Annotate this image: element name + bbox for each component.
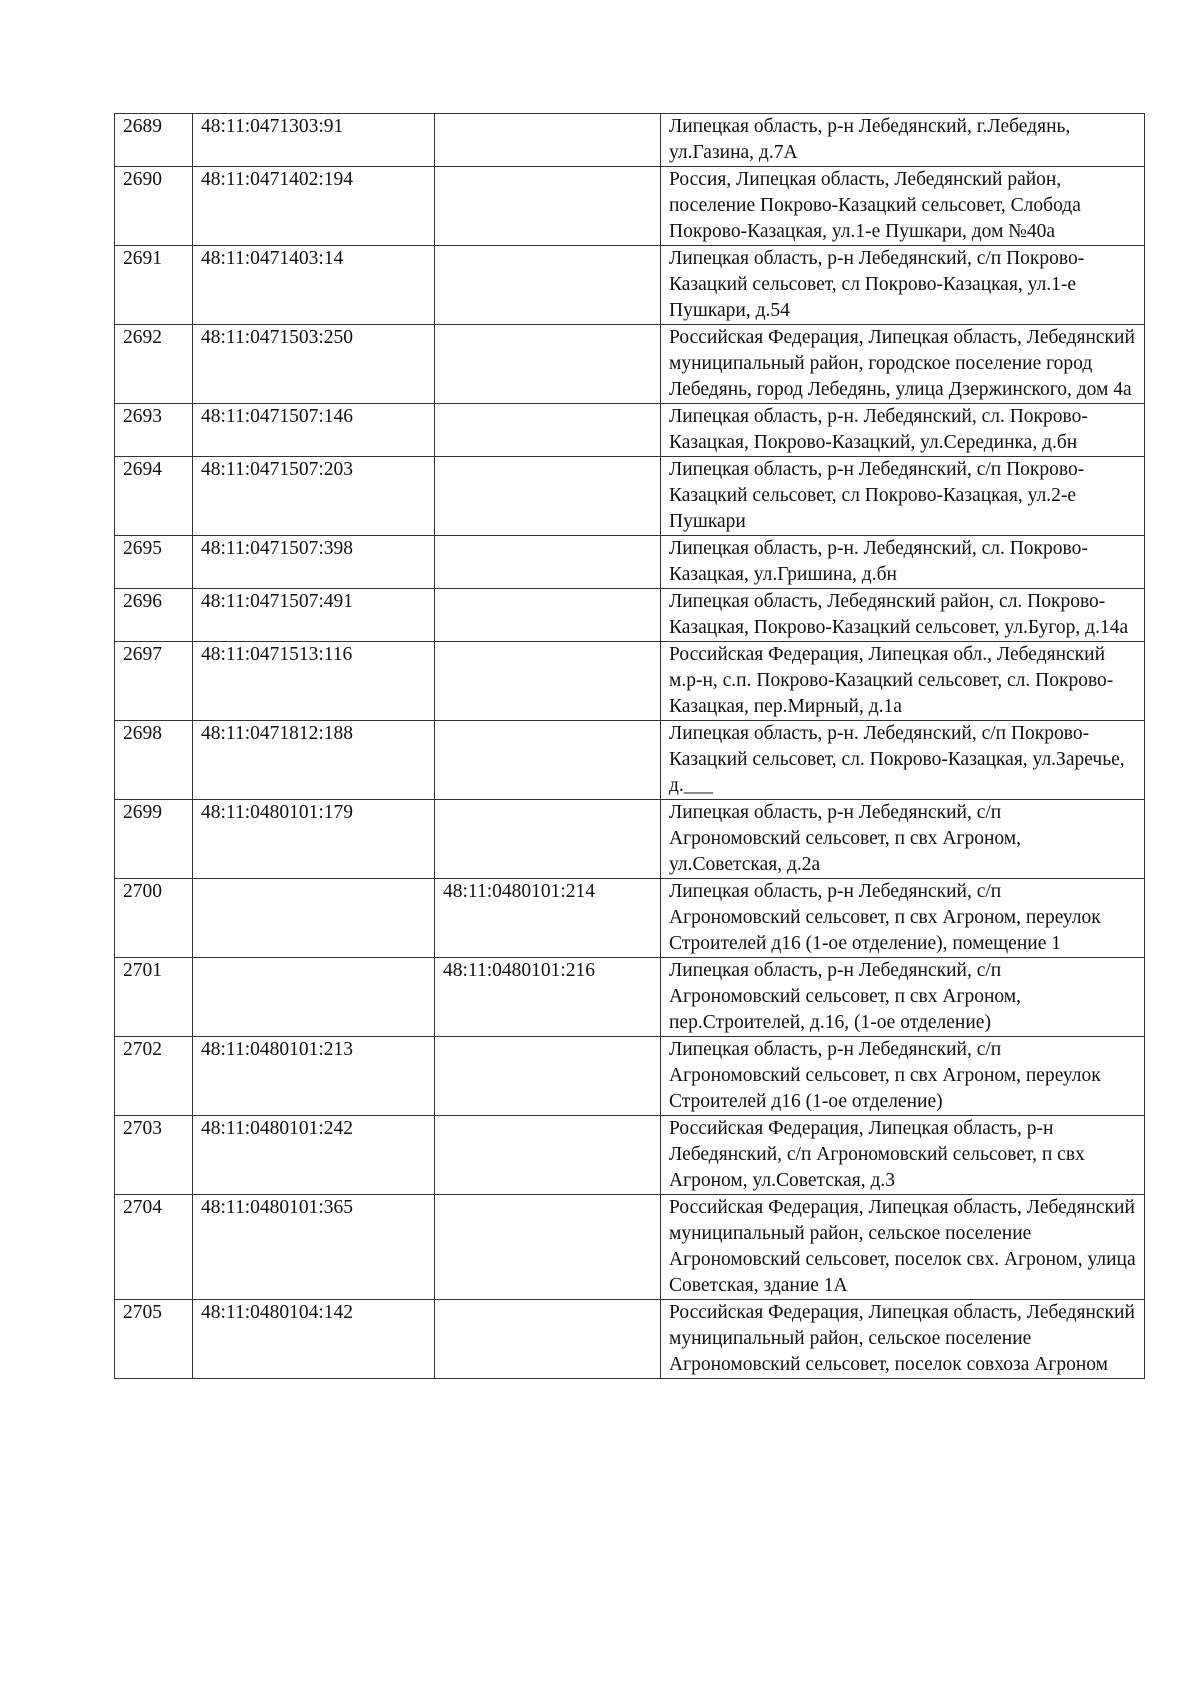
table-row xyxy=(115,1195,1145,1300)
room-cadastral-number-cell: 48:11:0480101:216 xyxy=(435,958,661,1037)
row-number-cell: 2705 xyxy=(115,1300,193,1379)
row-number-cell: 2703 xyxy=(115,1116,193,1195)
row-number-cell: 2698 xyxy=(115,721,193,800)
table-row xyxy=(115,404,1145,457)
property-registry-table xyxy=(114,113,1145,1379)
table-row xyxy=(115,721,1145,800)
row-number-cell: 2697 xyxy=(115,642,193,721)
row-number-cell: 2701 xyxy=(115,958,193,1037)
room-cadastral-number-cell xyxy=(435,721,661,800)
cadastral-number-cell: 48:11:0471513:116 xyxy=(193,642,435,721)
room-cadastral-number-cell xyxy=(435,1116,661,1195)
row-number-cell: 2702 xyxy=(115,1037,193,1116)
table-row xyxy=(115,1116,1145,1195)
table-row xyxy=(115,167,1145,246)
address-cell: Липецкая область, р-н. Лебедянский, с/п Покрово-Казацкий сельсовет, сл. Покрово-Казацкая, ул.Заречье, д.___ xyxy=(661,721,1145,800)
table-row xyxy=(115,800,1145,879)
room-cadastral-number-cell xyxy=(435,404,661,457)
room-cadastral-number-cell xyxy=(435,457,661,536)
table-row xyxy=(115,457,1145,536)
table-row xyxy=(115,958,1145,1037)
cadastral-number-cell xyxy=(193,879,435,958)
address-cell: Российская Федерация, Липецкая область, р-н Лебедянский, с/п Агрономовский сельсовет, п свх Агроном, ул.Советская, д.3 xyxy=(661,1116,1145,1195)
row-number-cell: 2699 xyxy=(115,800,193,879)
address-cell: Липецкая область, Лебедянский район, сл. Покрово-Казацкая, Покрово-Казацкий сельсовет, ул.Бугор, д.14а xyxy=(661,589,1145,642)
registry-table-body xyxy=(115,114,1145,1379)
cadastral-number-cell: 48:11:0471507:398 xyxy=(193,536,435,589)
row-number-cell: 2694 xyxy=(115,457,193,536)
cadastral-number-cell: 48:11:0471507:146 xyxy=(193,404,435,457)
cadastral-number-cell: 48:11:0471507:491 xyxy=(193,589,435,642)
cadastral-number-cell: 48:11:0471303:91 xyxy=(193,114,435,167)
row-number-cell: 2693 xyxy=(115,404,193,457)
address-cell: Российская Федерация, Липецкая область, Лебедянский муниципальный район, городское поселение город Лебедянь, город Лебедянь, улица Дзержинского, дом 4а xyxy=(661,325,1145,404)
address-cell: Липецкая область, р-н Лебедянский, г.Лебедянь, ул.Газина, д.7А xyxy=(661,114,1145,167)
table-row xyxy=(115,642,1145,721)
table-row xyxy=(115,589,1145,642)
row-number-cell: 2691 xyxy=(115,246,193,325)
address-cell: Российская Федерация, Липецкая область, Лебедянский муниципальный район, сельское поселение Агрономовский сельсовет, поселок свх. Агроном, улица Советская, здание 1А xyxy=(661,1195,1145,1300)
cadastral-number-cell: 48:11:0480101:179 xyxy=(193,800,435,879)
table-row xyxy=(115,1037,1145,1116)
room-cadastral-number-cell xyxy=(435,589,661,642)
cadastral-number-cell: 48:11:0471503:250 xyxy=(193,325,435,404)
address-cell: Липецкая область, р-н Лебедянский, с/п Покрово-Казацкий сельсовет, сл Покрово-Казацкая, ул.2-е Пушкари xyxy=(661,457,1145,536)
address-cell: Россия, Липецкая область, Лебедянский район, поселение Покрово-Казацкий сельсовет, Слобода Покрово-Казацкая, ул.1-е Пушкари, дом №40а xyxy=(661,167,1145,246)
address-cell: Липецкая область, р-н Лебедянский, с/п Агрономовский сельсовет, п свх Агроном, ул.Советская, д.2а xyxy=(661,800,1145,879)
row-number-cell: 2696 xyxy=(115,589,193,642)
row-number-cell: 2695 xyxy=(115,536,193,589)
table-row xyxy=(115,325,1145,404)
cadastral-number-cell: 48:11:0471402:194 xyxy=(193,167,435,246)
table-row xyxy=(115,879,1145,958)
address-cell: Липецкая область, р-н Лебедянский, с/п Агрономовский сельсовет, п свх Агроном, переулок Строителей д16 (1-ое отделение) xyxy=(661,1037,1145,1116)
cadastral-number-cell: 48:11:0471507:203 xyxy=(193,457,435,536)
address-cell: Липецкая область, р-н Лебедянский, с/п Агрономовский сельсовет, п свх Агроном, пер.Строителей, д.16, (1-ое отделение) xyxy=(661,958,1145,1037)
address-cell: Липецкая область, р-н. Лебедянский, сл. Покрово-Казацкая, ул.Гришина, д.бн xyxy=(661,536,1145,589)
table-row xyxy=(115,536,1145,589)
cadastral-number-cell: 48:11:0480101:242 xyxy=(193,1116,435,1195)
room-cadastral-number-cell xyxy=(435,1300,661,1379)
address-cell: Липецкая область, р-н. Лебедянский, сл. Покрово-Казацкая, Покрово-Казацкий, ул.Серединка, д.бн xyxy=(661,404,1145,457)
table-row xyxy=(115,246,1145,325)
cadastral-number-cell: 48:11:0480104:142 xyxy=(193,1300,435,1379)
room-cadastral-number-cell xyxy=(435,642,661,721)
cadastral-number-cell: 48:11:0480101:365 xyxy=(193,1195,435,1300)
room-cadastral-number-cell: 48:11:0480101:214 xyxy=(435,879,661,958)
room-cadastral-number-cell xyxy=(435,325,661,404)
table-row xyxy=(115,114,1145,167)
address-cell: Российская Федерация, Липецкая обл., Лебедянский м.р-н, с.п. Покрово-Казацкий сельсовет, сл. Покрово-Казацкая, пер.Мирный, д.1а xyxy=(661,642,1145,721)
row-number-cell: 2690 xyxy=(115,167,193,246)
address-cell: Российская Федерация, Липецкая область, Лебедянский муниципальный район, сельское поселение Агрономовский сельсовет, поселок совхоза Агроном xyxy=(661,1300,1145,1379)
row-number-cell: 2692 xyxy=(115,325,193,404)
room-cadastral-number-cell xyxy=(435,536,661,589)
cadastral-number-cell: 48:11:0471812:188 xyxy=(193,721,435,800)
room-cadastral-number-cell xyxy=(435,1195,661,1300)
room-cadastral-number-cell xyxy=(435,114,661,167)
table-row xyxy=(115,1300,1145,1379)
room-cadastral-number-cell xyxy=(435,167,661,246)
room-cadastral-number-cell xyxy=(435,246,661,325)
address-cell: Липецкая область, р-н Лебедянский, с/п Агрономовский сельсовет, п свх Агроном, переулок Строителей д16 (1-ое отделение), помещение 1 xyxy=(661,879,1145,958)
row-number-cell: 2700 xyxy=(115,879,193,958)
room-cadastral-number-cell xyxy=(435,800,661,879)
room-cadastral-number-cell xyxy=(435,1037,661,1116)
cadastral-number-cell xyxy=(193,958,435,1037)
cadastral-number-cell: 48:11:0480101:213 xyxy=(193,1037,435,1116)
row-number-cell: 2689 xyxy=(115,114,193,167)
cadastral-number-cell: 48:11:0471403:14 xyxy=(193,246,435,325)
row-number-cell: 2704 xyxy=(115,1195,193,1300)
address-cell: Липецкая область, р-н Лебедянский, с/п Покрово-Казацкий сельсовет, сл Покрово-Казацкая, ул.1-е Пушкари, д.54 xyxy=(661,246,1145,325)
